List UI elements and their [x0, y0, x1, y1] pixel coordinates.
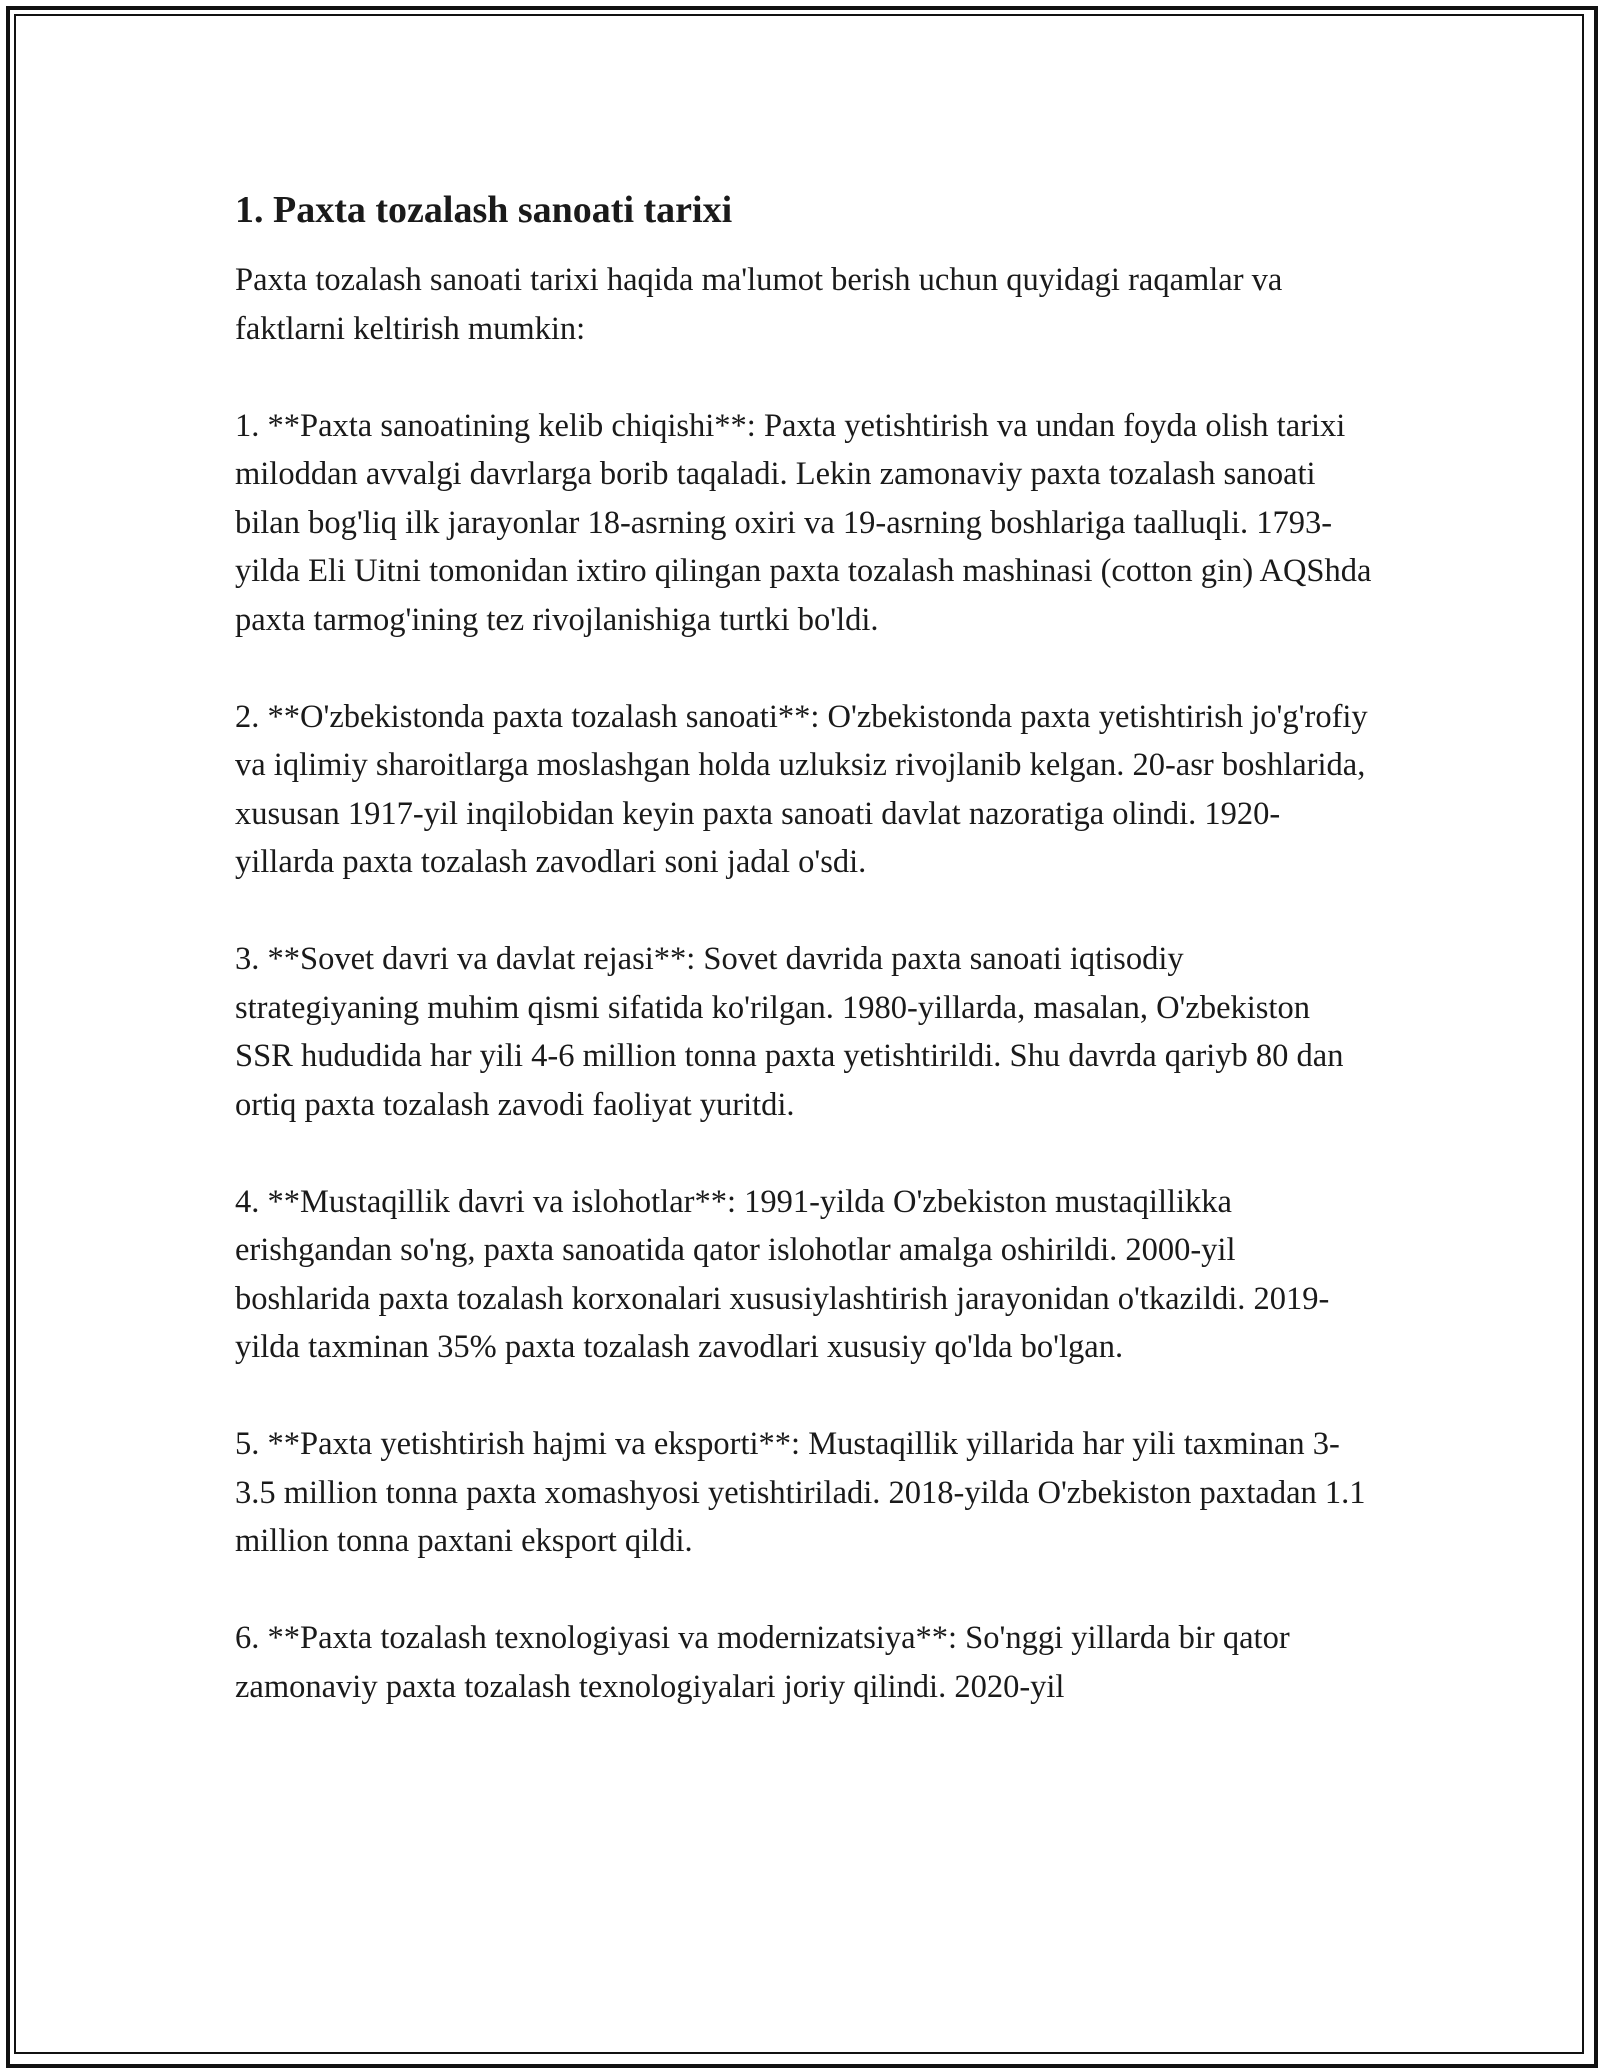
paragraph-independence-reforms: 4. **Mustaqillik davri va islohotlar**: 1991-yilda O'zbekiston mustaqillikka erishgandan so'ng, paxta sanoatida qator islohotlar amalga oshirildi. 2000-yil boshlarida paxta tozalash korxonalari xususiylashtirish jarayonidan o'tkazildi. 2019-yilda taxminan 35% paxta tozalash zavodlari xususiy qo'lda bo'lgan.	[235, 1183, 1330, 1365]
section-heading: 1. Paxta tozalash sanoati tarixi	[235, 189, 733, 231]
paragraph-technology-modernization: 6. **Paxta tozalash texnologiyasi va modernizatsiya**: So'nggi yillarda bir qator zamonaviy paxta tozalash texnologiyalari joriy qilindi. 2020-yil	[235, 1620, 1290, 1705]
intro-paragraph: Paxta tozalash sanoati tarixi haqida ma'lumot berish uchun quyidagi raqamlar va faktlarni keltirish mumkin:	[235, 262, 1283, 347]
paragraph-uzbekistan-industry: 2. **O'zbekistonda paxta tozalash sanoati**: O'zbekistonda paxta yetishtirish jo'g'rofiy va iqlimiy sharoitlarga moslashgan holda uzluksiz rivojlanib kelgan. 20-asr boshlarida, xususan 1917-yil inqilobidan keyin paxta sanoati davlat nazoratiga olindi. 1920-yillarda paxta tozalash zavodlari soni jadal o'sdi.	[235, 698, 1368, 880]
paragraph-soviet-period: 3. **Sovet davri va davlat rejasi**: Sovet davrida paxta sanoati iqtisodiy strategiyaning muhim qismi sifatida ko'rilgan. 1980-yillarda, masalan, O'zbekiston SSR hududida har yili 4-6 million tonna paxta yetishtirildi. Shu davrda qariyb 80 dan ortiq paxta tozalash zavodi faoliyat yuritdi.	[235, 941, 1344, 1123]
paragraph-cotton-origin: 1. **Paxta sanoatining kelib chiqishi**: Paxta yetishtirish va undan foyda olish tarixi miloddan avvalgi davrlarga borib taqaladi. Lekin zamonaviy paxta tozalash sanoati bilan bog'liq ilk jarayonlar 18-asrning oxiri va 19-asrning boshlariga taalluqli. 1793-yilda Eli Uitni tomonidan ixtiro qilingan paxta tozalash mashinasi (cotton gin) AQShda paxta tarmog'ining tez rivojlanishiga turtki bo'ldi.	[235, 407, 1372, 638]
paragraph-production-export: 5. **Paxta yetishtirish hajmi va eksporti**: Mustaqillik yillarida har yili taxminan 3-3.5 million tonna paxta xomashyosi yetishtiriladi. 2018-yilda O'zbekiston paxtadan 1.1 million tonna paxtani eksport qildi.	[235, 1426, 1366, 1559]
document-body	[235, 186, 1375, 1760]
